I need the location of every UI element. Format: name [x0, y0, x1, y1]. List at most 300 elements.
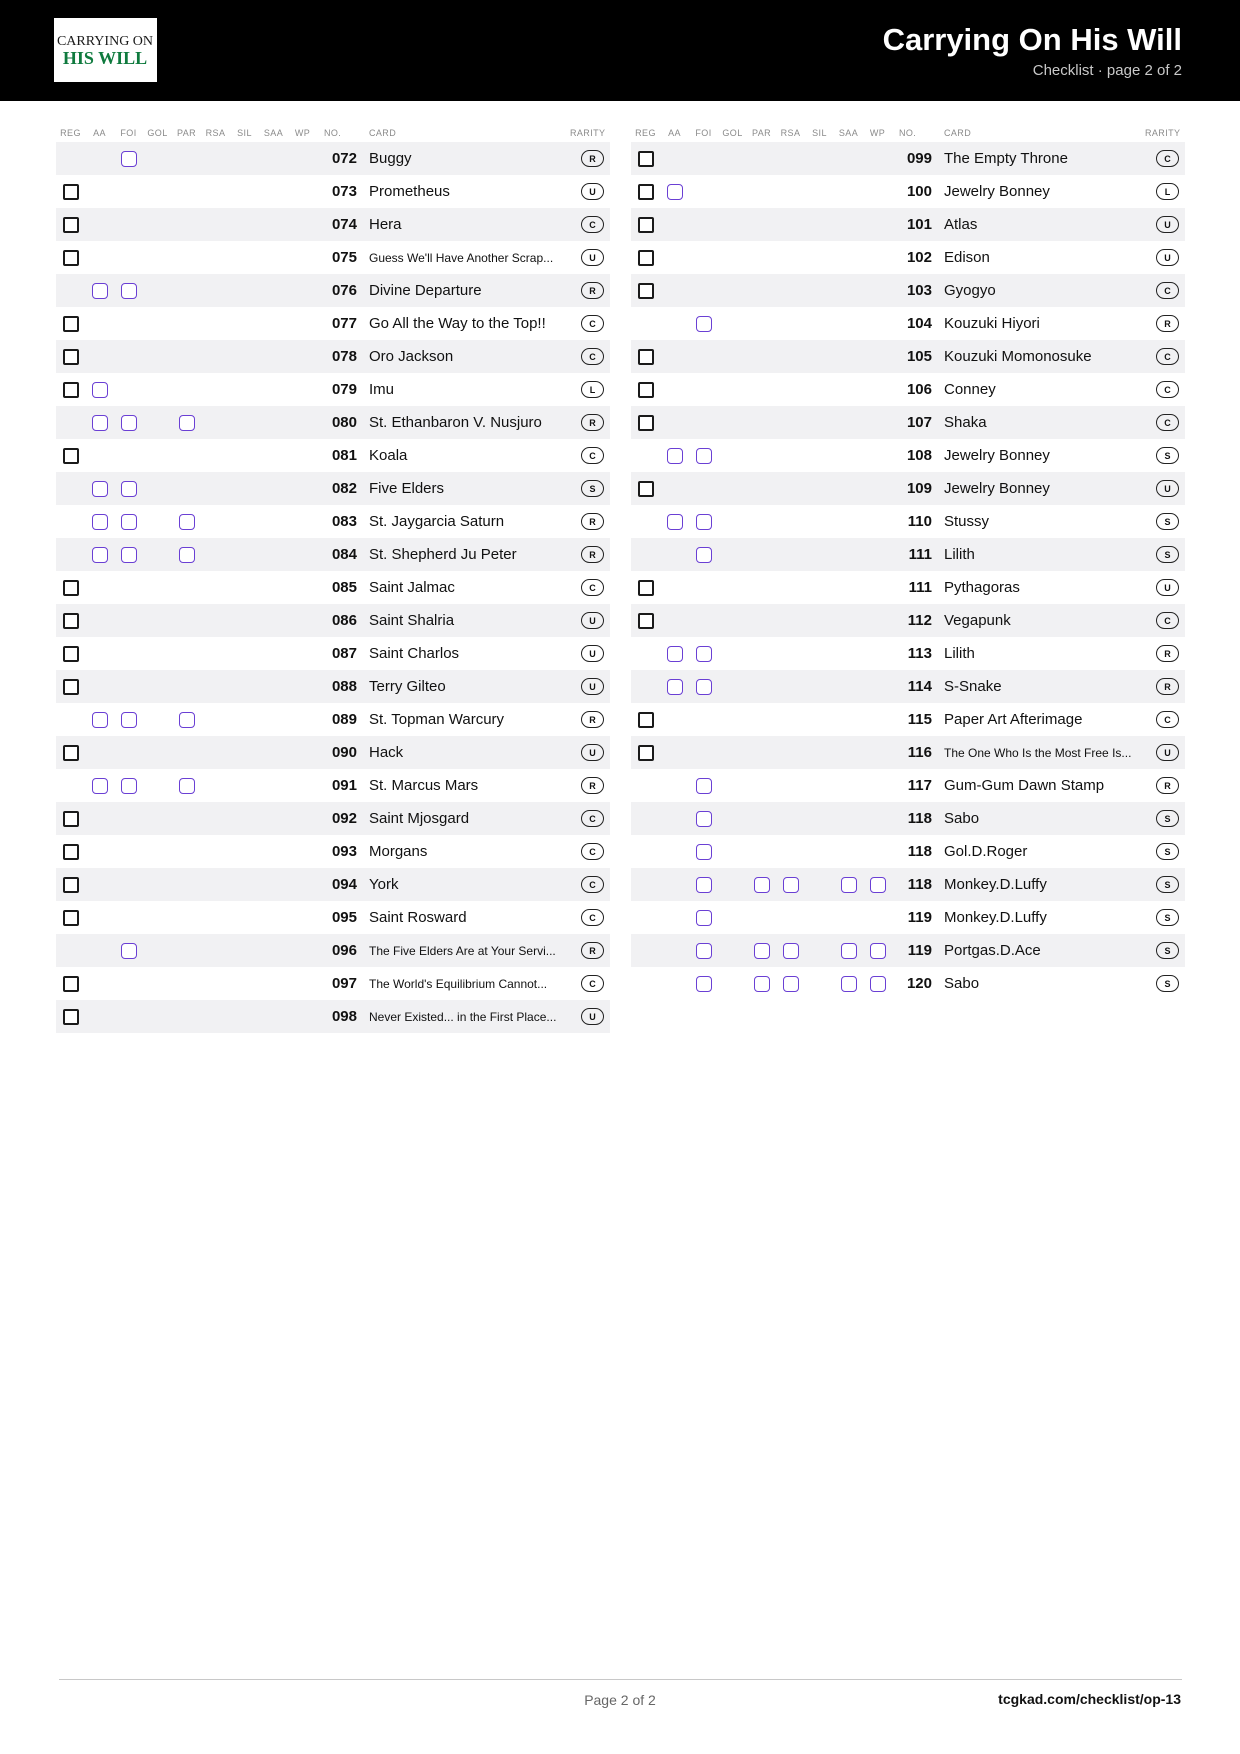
sil-cell: [805, 670, 834, 703]
foi-checkbox[interactable]: [696, 448, 712, 464]
checklist-row: [631, 901, 1185, 934]
rarity-cell: [570, 810, 610, 827]
rarity-badge: R: [581, 282, 604, 299]
sil-cell: [230, 142, 259, 175]
rarity-cell: [570, 381, 610, 398]
rarity-cell: [1145, 711, 1185, 728]
checklist-row: [631, 373, 1185, 406]
rsa-checkbox[interactable]: [783, 943, 799, 959]
col-header-sil: SIL: [237, 128, 252, 138]
foi-checkbox[interactable]: [696, 877, 712, 893]
reg-cell: [631, 736, 660, 769]
rsa-cell: [201, 1000, 230, 1033]
rsa-cell: [201, 142, 230, 175]
rarity-badge: S: [581, 480, 604, 497]
footer-divider: [59, 1679, 1182, 1680]
reg-cell: [631, 637, 660, 670]
rarity-cell: [1145, 810, 1185, 827]
reg-cell: [56, 736, 85, 769]
foi-checkbox[interactable]: [121, 514, 137, 530]
card-name: Guess We'll Have Another Scrap...: [369, 250, 554, 265]
card-name: Buggy: [369, 150, 412, 167]
gol-cell: [143, 967, 172, 1000]
rarity-badge: C: [1156, 414, 1179, 431]
par-checkbox[interactable]: [179, 547, 195, 563]
saa-cell: [834, 472, 863, 505]
col-header-saa: SAA: [838, 128, 859, 138]
card-number: 109: [906, 480, 932, 497]
reg-cell: [631, 307, 660, 340]
reg-checkbox[interactable]: [638, 151, 654, 167]
rsa-cell: [776, 340, 805, 373]
card-number: 099: [906, 150, 932, 167]
saa-cell: [259, 274, 288, 307]
rarity-badge: S: [1156, 975, 1179, 992]
card-name: Shaka: [944, 414, 987, 431]
reg-cell: [56, 538, 85, 571]
reg-checkbox[interactable]: [63, 382, 79, 398]
par-cell: [172, 934, 201, 967]
aa-checkbox[interactable]: [667, 646, 683, 662]
foi-cell: [689, 604, 718, 637]
aa-checkbox[interactable]: [92, 382, 108, 398]
par-checkbox[interactable]: [179, 778, 195, 794]
gol-cell: [718, 538, 747, 571]
gol-cell: [718, 571, 747, 604]
reg-checkbox[interactable]: [638, 415, 654, 431]
foi-cell: [114, 538, 143, 571]
rsa-checkbox[interactable]: [783, 976, 799, 992]
wp-cell: [288, 1000, 317, 1033]
rarity-cell: [570, 414, 610, 431]
reg-checkbox[interactable]: [638, 613, 654, 629]
checklist-row: [631, 175, 1185, 208]
rarity-cell: [570, 975, 610, 992]
reg-checkbox[interactable]: [638, 745, 654, 761]
checklist-rows-left: [56, 142, 610, 1033]
rarity-badge: C: [1156, 612, 1179, 629]
rsa-cell: [776, 208, 805, 241]
foi-checkbox[interactable]: [696, 514, 712, 530]
rarity-cell: [1145, 612, 1185, 629]
rarity-cell: [570, 711, 610, 728]
wp-cell: [288, 802, 317, 835]
checklist-row: [631, 769, 1185, 802]
par-cell: [172, 571, 201, 604]
foi-checkbox[interactable]: [696, 811, 712, 827]
foi-cell: [689, 802, 718, 835]
reg-checkbox[interactable]: [63, 1009, 79, 1025]
gol-cell: [143, 274, 172, 307]
column-headers: [56, 124, 610, 142]
col-header-card: CARD: [944, 128, 972, 138]
gol-cell: [143, 604, 172, 637]
aa-cell: [660, 637, 689, 670]
gol-cell: [718, 670, 747, 703]
aa-checkbox[interactable]: [667, 448, 683, 464]
aa-cell: [85, 274, 114, 307]
par-cell: [747, 307, 776, 340]
gol-cell: [143, 307, 172, 340]
rarity-badge: U: [581, 249, 604, 266]
rarity-cell: [570, 942, 610, 959]
card-number: 088: [331, 678, 357, 695]
rsa-cell: [201, 769, 230, 802]
saa-cell: [834, 835, 863, 868]
card-name: The Empty Throne: [944, 150, 1068, 167]
reg-checkbox[interactable]: [63, 448, 79, 464]
par-cell: [172, 901, 201, 934]
card-number: 116: [907, 744, 932, 761]
foi-checkbox[interactable]: [696, 679, 712, 695]
rarity-cell: [1145, 249, 1185, 266]
col-header-wp: WP: [294, 128, 311, 138]
col-header-aa: AA: [93, 128, 106, 138]
card-name: Hack: [369, 744, 404, 761]
par-cell: [747, 769, 776, 802]
aa-cell: [85, 769, 114, 802]
col-header-no: NO.: [324, 128, 342, 138]
aa-cell: [85, 670, 114, 703]
reg-cell: [631, 241, 660, 274]
reg-checkbox[interactable]: [63, 316, 79, 332]
reg-checkbox[interactable]: [638, 250, 654, 266]
par-cell: [747, 175, 776, 208]
gol-cell: [143, 901, 172, 934]
foi-checkbox[interactable]: [696, 547, 712, 563]
foi-checkbox[interactable]: [696, 943, 712, 959]
rsa-cell: [201, 703, 230, 736]
foi-cell: [114, 142, 143, 175]
sil-cell: [805, 769, 834, 802]
par-checkbox[interactable]: [179, 415, 195, 431]
rsa-cell: [776, 835, 805, 868]
rarity-cell: [570, 249, 610, 266]
sil-cell: [230, 868, 259, 901]
reg-cell: [631, 538, 660, 571]
foi-checkbox[interactable]: [121, 481, 137, 497]
foi-checkbox[interactable]: [121, 943, 137, 959]
rarity-badge: S: [1156, 810, 1179, 827]
rsa-cell: [201, 340, 230, 373]
foi-cell: [689, 670, 718, 703]
gol-cell: [718, 307, 747, 340]
reg-checkbox[interactable]: [63, 613, 79, 629]
par-checkbox[interactable]: [754, 943, 770, 959]
aa-checkbox[interactable]: [92, 712, 108, 728]
par-cell: [747, 373, 776, 406]
aa-checkbox[interactable]: [667, 184, 683, 200]
foi-checkbox[interactable]: [696, 778, 712, 794]
gol-cell: [718, 934, 747, 967]
foi-checkbox[interactable]: [696, 844, 712, 860]
card-number: 072: [331, 150, 357, 167]
card-number: 102: [906, 249, 932, 266]
rarity-badge: C: [1156, 150, 1179, 167]
reg-checkbox[interactable]: [638, 283, 654, 299]
gol-cell: [143, 835, 172, 868]
foi-cell: [114, 340, 143, 373]
card-number: 089: [331, 711, 357, 728]
rarity-cell: [570, 513, 610, 530]
rarity-badge: C: [581, 975, 604, 992]
gol-cell: [718, 604, 747, 637]
sil-cell: [230, 274, 259, 307]
checklist-row: [631, 142, 1185, 175]
rarity-badge: U: [1156, 480, 1179, 497]
card-name: Saint Rosward: [369, 909, 467, 926]
aa-checkbox[interactable]: [92, 481, 108, 497]
aa-cell: [85, 967, 114, 1000]
foi-cell: [114, 703, 143, 736]
checklist-row: [56, 373, 610, 406]
wp-cell: [288, 175, 317, 208]
checklist-row: [56, 670, 610, 703]
reg-checkbox[interactable]: [63, 844, 79, 860]
saa-checkbox[interactable]: [841, 943, 857, 959]
aa-cell: [85, 538, 114, 571]
par-cell: [747, 802, 776, 835]
reg-checkbox[interactable]: [638, 382, 654, 398]
rsa-cell: [776, 307, 805, 340]
footer-url: tcgkad.com/checklist/op-13: [998, 1691, 1181, 1707]
reg-checkbox[interactable]: [638, 349, 654, 365]
rarity-badge: C: [581, 447, 604, 464]
saa-cell: [834, 142, 863, 175]
sil-cell: [805, 967, 834, 1000]
aa-cell: [660, 406, 689, 439]
reg-checkbox[interactable]: [63, 184, 79, 200]
foi-cell: [689, 571, 718, 604]
wp-cell: [288, 604, 317, 637]
logo-mark: [54, 18, 157, 82]
sil-cell: [230, 901, 259, 934]
foi-cell: [114, 439, 143, 472]
sil-cell: [805, 439, 834, 472]
card-name: St. Ethanbaron V. Nusjuro: [369, 414, 542, 431]
reg-cell: [631, 340, 660, 373]
card-number: 108: [906, 447, 932, 464]
col-header-sil: SIL: [812, 128, 827, 138]
rsa-cell: [201, 967, 230, 1000]
checklist-row: [631, 406, 1185, 439]
card-number: 113: [907, 645, 932, 662]
foi-checkbox[interactable]: [696, 976, 712, 992]
gol-cell: [718, 406, 747, 439]
saa-checkbox[interactable]: [841, 877, 857, 893]
wp-cell: [863, 208, 892, 241]
foi-checkbox[interactable]: [121, 151, 137, 167]
rarity-badge: C: [1156, 711, 1179, 728]
gol-cell: [718, 241, 747, 274]
col-header-card: CARD: [369, 128, 397, 138]
card-number: 107: [906, 414, 932, 431]
rsa-cell: [776, 868, 805, 901]
aa-checkbox[interactable]: [92, 778, 108, 794]
wp-cell: [863, 505, 892, 538]
checklist-rows-right: [631, 142, 1185, 1000]
foi-cell: [689, 241, 718, 274]
foi-checkbox[interactable]: [121, 283, 137, 299]
reg-checkbox[interactable]: [638, 580, 654, 596]
wp-cell: [288, 901, 317, 934]
aa-cell: [85, 835, 114, 868]
wp-checkbox[interactable]: [870, 976, 886, 992]
foi-cell: [114, 208, 143, 241]
reg-checkbox[interactable]: [63, 877, 79, 893]
rarity-cell: [1145, 216, 1185, 233]
aa-checkbox[interactable]: [92, 514, 108, 530]
foi-cell: [689, 208, 718, 241]
reg-checkbox[interactable]: [638, 184, 654, 200]
rarity-badge: U: [581, 744, 604, 761]
saa-cell: [259, 1000, 288, 1033]
foi-checkbox[interactable]: [696, 316, 712, 332]
rarity-badge: U: [1156, 579, 1179, 596]
rarity-badge: C: [581, 216, 604, 233]
card-number: 077: [331, 315, 357, 332]
rarity-cell: [1145, 777, 1185, 794]
aa-cell: [85, 472, 114, 505]
reg-checkbox[interactable]: [63, 976, 79, 992]
checklist-row: [56, 472, 610, 505]
reg-cell: [56, 571, 85, 604]
saa-cell: [259, 571, 288, 604]
checklist-row: [56, 175, 610, 208]
foi-checkbox[interactable]: [121, 415, 137, 431]
rarity-cell: [570, 843, 610, 860]
saa-cell: [259, 670, 288, 703]
card-name: Conney: [944, 381, 996, 398]
page-subtitle: Checklist · page 2 of 2: [1032, 62, 1182, 79]
aa-cell: [660, 340, 689, 373]
reg-checkbox[interactable]: [63, 646, 79, 662]
wp-cell: [863, 703, 892, 736]
saa-cell: [259, 406, 288, 439]
gol-cell: [143, 736, 172, 769]
checklist-row: [631, 274, 1185, 307]
reg-cell: [631, 571, 660, 604]
foi-checkbox[interactable]: [121, 547, 137, 563]
gol-cell: [718, 703, 747, 736]
logo-text-top: CARRYING ON: [56, 34, 154, 49]
card-number: 110: [907, 513, 932, 530]
col-header-no: NO.: [899, 128, 917, 138]
reg-checkbox[interactable]: [63, 580, 79, 596]
checklist-row: [56, 736, 610, 769]
aa-cell: [660, 274, 689, 307]
rsa-cell: [776, 472, 805, 505]
reg-checkbox[interactable]: [638, 217, 654, 233]
reg-checkbox[interactable]: [63, 217, 79, 233]
saa-cell: [834, 703, 863, 736]
gol-cell: [143, 472, 172, 505]
par-checkbox[interactable]: [179, 514, 195, 530]
par-cell: [747, 637, 776, 670]
reg-cell: [56, 472, 85, 505]
saa-checkbox[interactable]: [841, 976, 857, 992]
reg-checkbox[interactable]: [63, 349, 79, 365]
rarity-badge: S: [1156, 546, 1179, 563]
reg-checkbox[interactable]: [63, 910, 79, 926]
card-number: 094: [331, 876, 357, 893]
reg-checkbox[interactable]: [63, 250, 79, 266]
sil-cell: [230, 472, 259, 505]
wp-checkbox[interactable]: [870, 877, 886, 893]
aa-checkbox[interactable]: [667, 514, 683, 530]
foi-cell: [689, 472, 718, 505]
gol-cell: [143, 703, 172, 736]
wp-cell: [863, 274, 892, 307]
aa-cell: [660, 835, 689, 868]
aa-checkbox[interactable]: [92, 547, 108, 563]
card-number: 118: [907, 843, 932, 860]
par-cell: [747, 472, 776, 505]
reg-checkbox[interactable]: [63, 745, 79, 761]
foi-cell: [114, 1000, 143, 1033]
reg-checkbox[interactable]: [63, 679, 79, 695]
aa-checkbox[interactable]: [667, 679, 683, 695]
reg-checkbox[interactable]: [638, 712, 654, 728]
card-name: Stussy: [944, 513, 990, 530]
rarity-badge: S: [1156, 909, 1179, 926]
foi-cell: [689, 868, 718, 901]
reg-checkbox[interactable]: [63, 811, 79, 827]
wp-cell: [288, 703, 317, 736]
rarity-cell: [570, 348, 610, 365]
wp-checkbox[interactable]: [870, 943, 886, 959]
wp-cell: [863, 439, 892, 472]
checklist-row: [56, 901, 610, 934]
reg-checkbox[interactable]: [638, 481, 654, 497]
checklist-row: [631, 538, 1185, 571]
foi-checkbox[interactable]: [121, 712, 137, 728]
saa-cell: [259, 208, 288, 241]
foi-cell: [689, 406, 718, 439]
par-checkbox[interactable]: [754, 976, 770, 992]
aa-checkbox[interactable]: [92, 283, 108, 299]
gol-cell: [143, 175, 172, 208]
card-number: 093: [331, 843, 357, 860]
rarity-badge: C: [581, 909, 604, 926]
saa-cell: [259, 802, 288, 835]
rarity-cell: [570, 546, 610, 563]
wp-cell: [863, 538, 892, 571]
aa-checkbox[interactable]: [92, 415, 108, 431]
gol-cell: [718, 901, 747, 934]
foi-checkbox[interactable]: [696, 910, 712, 926]
checklist-column-left: [56, 124, 610, 1033]
aa-cell: [660, 175, 689, 208]
saa-cell: [834, 439, 863, 472]
rsa-cell: [776, 934, 805, 967]
aa-cell: [85, 373, 114, 406]
foi-cell: [689, 340, 718, 373]
saa-cell: [259, 637, 288, 670]
rsa-cell: [201, 934, 230, 967]
par-checkbox[interactable]: [179, 712, 195, 728]
par-checkbox[interactable]: [754, 877, 770, 893]
wp-cell: [863, 769, 892, 802]
foi-cell: [689, 637, 718, 670]
checklist-column-right: [631, 124, 1185, 1000]
rarity-cell: [1145, 447, 1185, 464]
wp-cell: [863, 340, 892, 373]
foi-checkbox[interactable]: [696, 646, 712, 662]
card-name: Monkey.D.Luffy: [944, 909, 1047, 926]
rsa-checkbox[interactable]: [783, 877, 799, 893]
foi-checkbox[interactable]: [121, 778, 137, 794]
